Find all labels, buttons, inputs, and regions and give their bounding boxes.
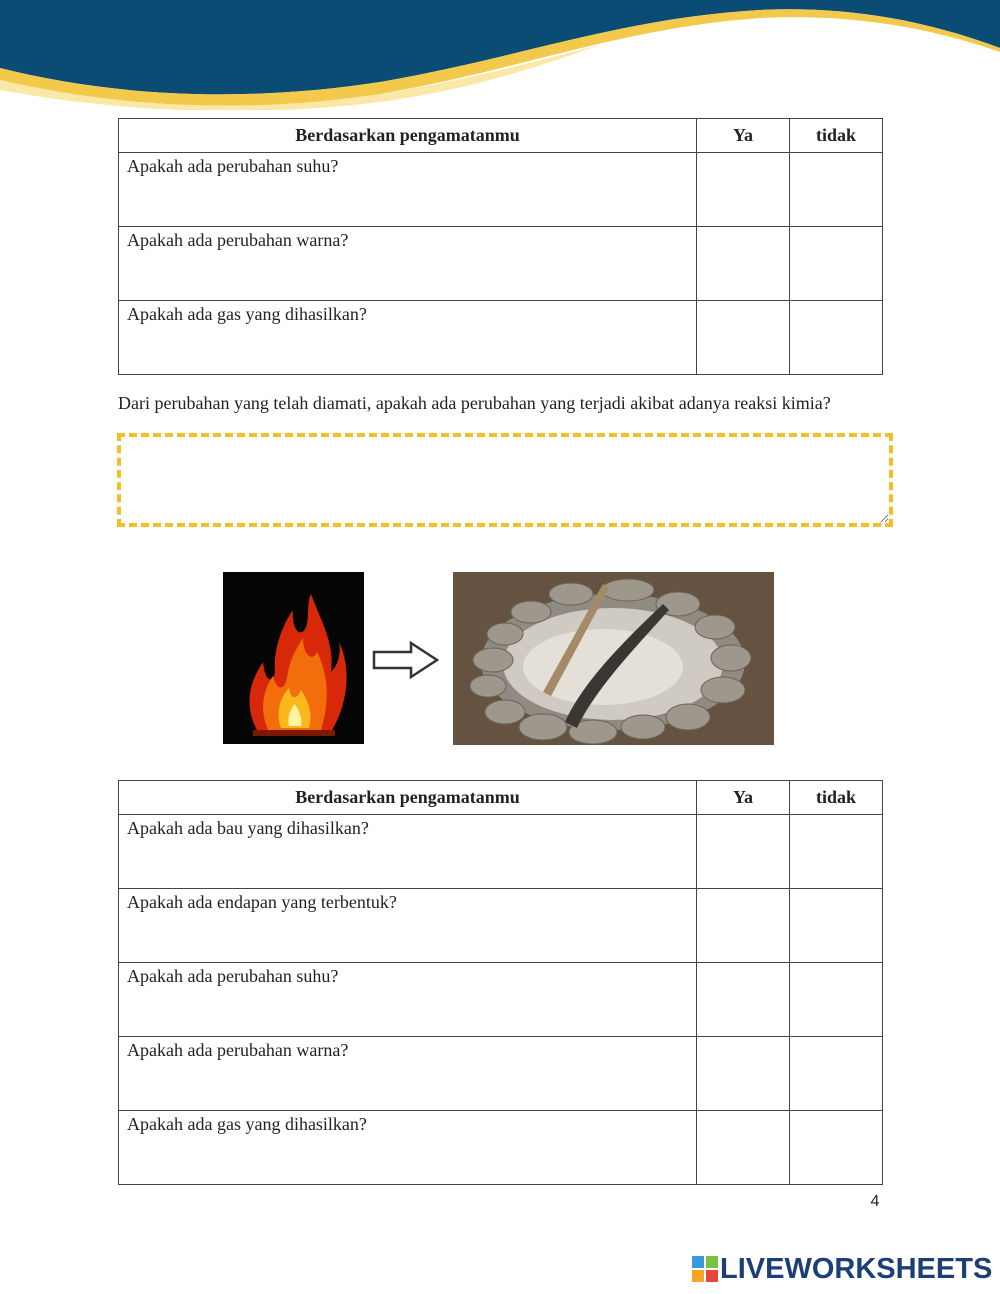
- table-row: [119, 1111, 883, 1185]
- table-row: [119, 301, 883, 375]
- ash-fire-pit-image: [453, 572, 774, 745]
- row-question: Apakah ada perubahan suhu?: [119, 153, 697, 227]
- table-header-row: [119, 119, 883, 153]
- column-header-yes: Ya: [697, 781, 790, 815]
- column-header-no: tidak: [790, 119, 883, 153]
- liveworksheets-logo-icon: [692, 1256, 718, 1282]
- table-row: [119, 815, 883, 889]
- table-row: [119, 963, 883, 1037]
- no-answer-cell[interactable]: [790, 153, 883, 227]
- observation-table-2: [118, 780, 883, 1185]
- row-question: Apakah ada perubahan suhu?: [119, 963, 697, 1037]
- column-header-observation: Berdasarkan pengamatanmu: [119, 119, 697, 153]
- yes-answer-cell[interactable]: [697, 1037, 790, 1111]
- row-question: Apakah ada gas yang dihasilkan?: [119, 301, 697, 375]
- table-row: [119, 889, 883, 963]
- page-number: 4: [870, 1193, 880, 1210]
- row-question: Apakah ada bau yang dihasilkan?: [119, 815, 697, 889]
- yes-answer-cell[interactable]: [697, 963, 790, 1037]
- brand-name: LIVEWORKSHEETS: [720, 1252, 993, 1285]
- table-row: [119, 227, 883, 301]
- row-question: Apakah ada perubahan warna?: [119, 1037, 697, 1111]
- yes-answer-cell[interactable]: [697, 301, 790, 375]
- no-answer-cell[interactable]: [790, 227, 883, 301]
- no-answer-cell[interactable]: [790, 1037, 883, 1111]
- yes-answer-cell[interactable]: [697, 153, 790, 227]
- no-answer-cell[interactable]: [790, 889, 883, 963]
- no-answer-cell[interactable]: [790, 815, 883, 889]
- yes-answer-cell[interactable]: [697, 1111, 790, 1185]
- no-answer-cell[interactable]: [790, 1111, 883, 1185]
- column-header-yes: Ya: [697, 119, 790, 153]
- observation-table-1: [118, 118, 883, 375]
- yes-answer-cell[interactable]: [697, 227, 790, 301]
- no-answer-cell[interactable]: [790, 963, 883, 1037]
- answer-input[interactable]: [117, 433, 893, 527]
- header-wave-banner: [0, 0, 1000, 110]
- column-header-observation: Berdasarkan pengamatanmu: [119, 781, 697, 815]
- table-header-row: [119, 781, 883, 815]
- table-row: [119, 1037, 883, 1111]
- arrow-right-icon: [371, 640, 441, 680]
- row-question: Apakah ada perubahan warna?: [119, 227, 697, 301]
- liveworksheets-brand: [692, 1253, 992, 1285]
- column-header-no: tidak: [790, 781, 883, 815]
- no-answer-cell[interactable]: [790, 301, 883, 375]
- row-question: Apakah ada gas yang dihasilkan?: [119, 1111, 697, 1185]
- campfire-flame-image: [223, 572, 364, 744]
- question-text: Dari perubahan yang telah diamati, apakah ada perubahan yang terjadi akibat adanya reaksi kimia?: [118, 393, 831, 413]
- yes-answer-cell[interactable]: [697, 815, 790, 889]
- yes-answer-cell[interactable]: [697, 889, 790, 963]
- row-question: Apakah ada endapan yang terbentuk?: [119, 889, 697, 963]
- table-row: [119, 153, 883, 227]
